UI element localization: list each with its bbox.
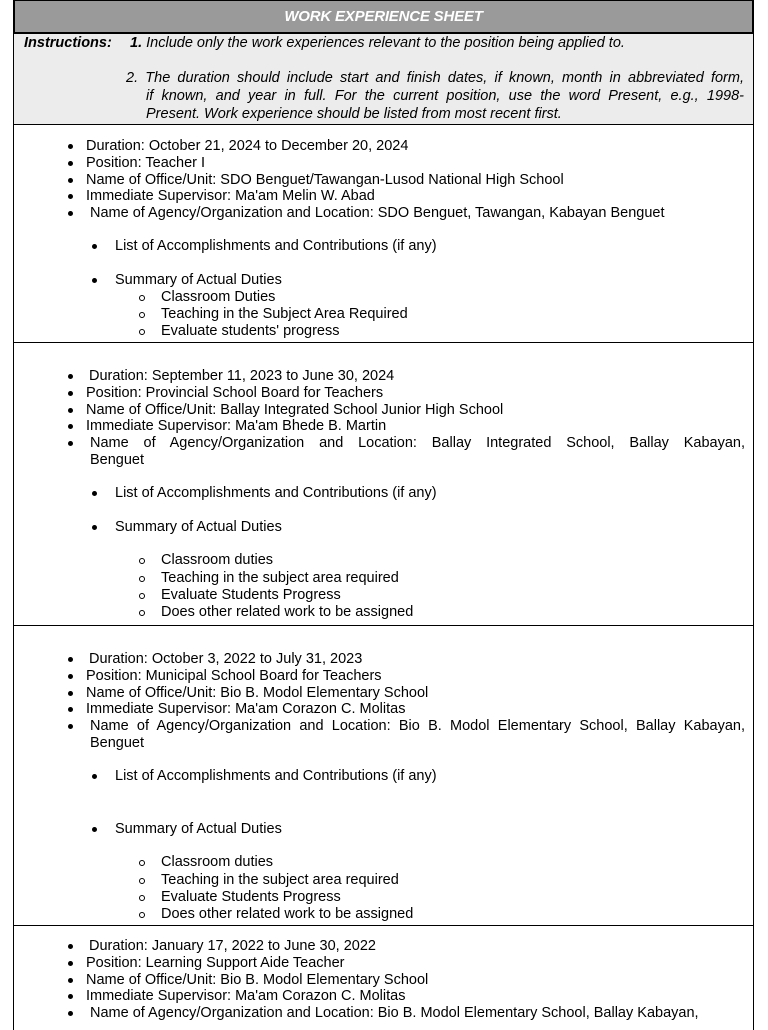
entry-office: Name of Office/Unit: SDO Benguet/Tawangan-Lusod National High School (14, 172, 753, 189)
work-experience-sheet (13, 0, 754, 1030)
entry-accomplishments: List of Accomplishments and Contributions (if any) (14, 768, 753, 785)
entry-position: Position: Learning Support Aide Teacher (14, 955, 753, 972)
entry-office: Name of Office/Unit: Bio B. Modol Elementary School (14, 685, 753, 702)
entry-agency-line: Name of Agency/Organization and Location: Ballay Integrated School, Ballay Kabayan, Benguet (90, 435, 745, 468)
entry-summary: Summary of Actual Duties (14, 272, 753, 289)
duty-item: Classroom duties (14, 552, 753, 569)
instruction-item-2 (126, 69, 744, 123)
work-entry (14, 125, 753, 343)
duty-item: Classroom duties (14, 854, 753, 871)
duty-item: Evaluate Students Progress (14, 889, 753, 906)
duty-item: Evaluate students' progress (14, 323, 753, 340)
sheet-title: WORK EXPERIENCE SHEET (14, 0, 753, 34)
entry-duration: Duration: September 11, 2023 to June 30, 2024 (14, 368, 753, 385)
entry-agency (14, 435, 753, 469)
entry-summary: Summary of Actual Duties (14, 821, 753, 838)
entry-agency: Name of Agency/Organization and Location: Bio B. Modol Elementary School, Ballay Kabayan, (14, 1005, 753, 1022)
instruction-item-1-number: 1. (130, 35, 143, 51)
entry-supervisor: Immediate Supervisor: Ma'am Corazon C. Molitas (14, 988, 753, 1005)
duty-item: Classroom Duties (14, 289, 753, 306)
duty-item: Teaching in the subject area required (14, 570, 753, 587)
entry-position: Position: Provincial School Board for Teachers (14, 385, 753, 402)
entry-accomplishments: List of Accomplishments and Contributions (if any) (14, 485, 753, 502)
entry-summary: Summary of Actual Duties (14, 519, 753, 536)
work-entry (14, 626, 753, 926)
entry-agency-line: Name of Agency/Organization and Location: Bio B. Modol Elementary School, Ballay Kabayan, Benguet (90, 718, 745, 751)
duty-item: Does other related work to be assigned (14, 604, 753, 621)
duty-item: Does other related work to be assigned (14, 906, 753, 923)
entry-agency: Name of Agency/Organization and Location: SDO Benguet, Tawangan, Kabayan Benguet (14, 205, 753, 222)
entry-position: Position: Municipal School Board for Teachers (14, 668, 753, 685)
entry-duration: Duration: October 3, 2022 to July 31, 2023 (14, 651, 753, 668)
instruction-item-1-text: Include only the work experiences relevant to the position being applied to. (146, 35, 625, 51)
instruction-item-1 (130, 34, 625, 52)
duty-item: Teaching in the subject area required (14, 872, 753, 889)
work-entry (14, 343, 753, 626)
entry-office: Name of Office/Unit: Bio B. Modol Elementary School (14, 972, 753, 989)
entry-accomplishments: List of Accomplishments and Contributions (if any) (14, 238, 753, 255)
entry-duration: Duration: October 21, 2024 to December 20, 2024 (14, 138, 753, 155)
duty-item: Teaching in the Subject Area Required (14, 306, 753, 323)
entry-duration: Duration: January 17, 2022 to June 30, 2022 (14, 938, 753, 955)
duty-item: Evaluate Students Progress (14, 587, 753, 604)
entry-agency (14, 718, 753, 752)
instructions-label: Instructions: (24, 35, 112, 51)
instructions-block (14, 34, 753, 125)
work-entry (14, 926, 753, 1022)
entry-supervisor: Immediate Supervisor: Ma'am Bhede B. Martin (14, 418, 753, 435)
entry-supervisor: Immediate Supervisor: Ma'am Melin W. Abad (14, 188, 753, 205)
instruction-item-2-line: if known, and year in full. For the current position, use the word Present, e.g., 1998- (146, 88, 744, 104)
entry-supervisor: Immediate Supervisor: Ma'am Corazon C. Molitas (14, 701, 753, 718)
entry-position: Position: Teacher I (14, 155, 753, 172)
instruction-item-2-line: 2. The duration should include start and finish dates, if known, month in abbreviated form, (126, 70, 744, 86)
instruction-item-2-line: Present. Work experience should be listed from most recent first. (146, 106, 562, 122)
entry-office: Name of Office/Unit: Ballay Integrated School Junior High School (14, 402, 753, 419)
